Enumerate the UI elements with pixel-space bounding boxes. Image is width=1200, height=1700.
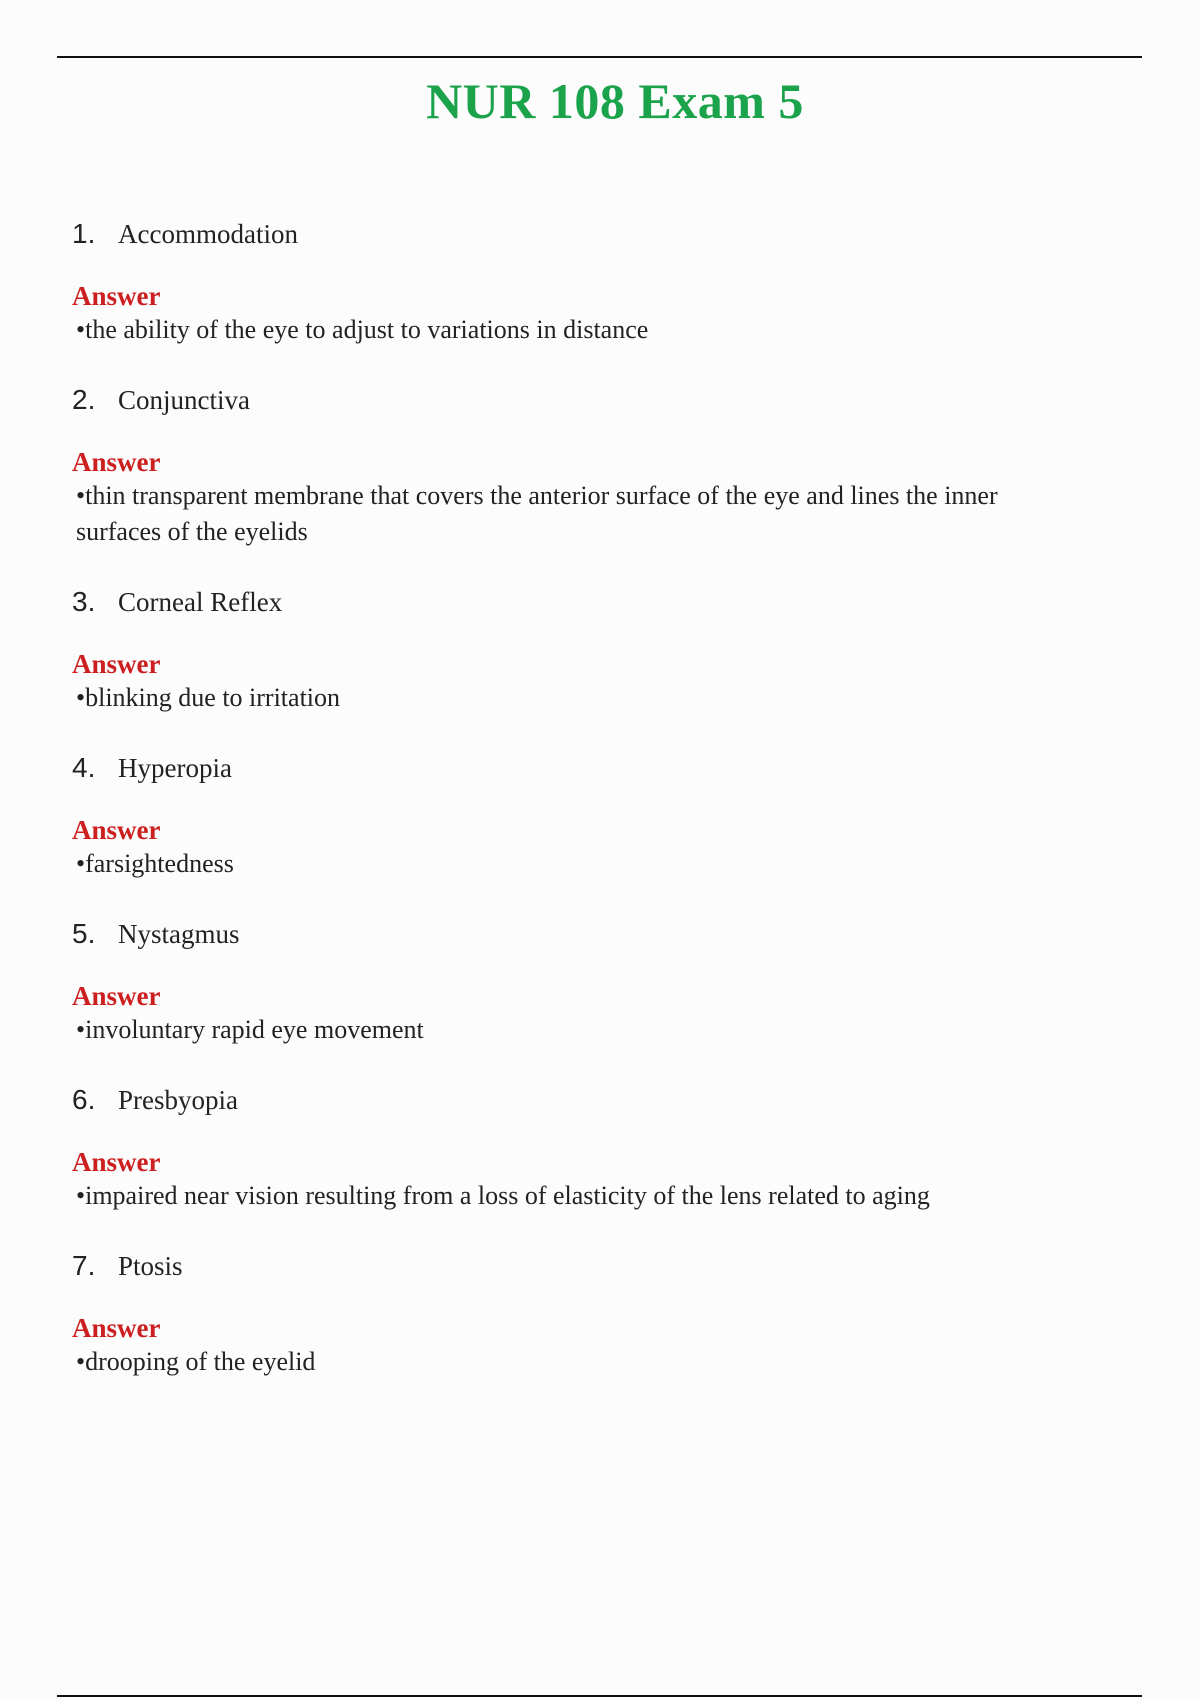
qa-item: [72, 218, 1082, 348]
qa-item: [72, 586, 1082, 716]
bottom-divider: [57, 1695, 1142, 1697]
question: [72, 218, 1082, 262]
answer-text: •thin transparent membrane that covers the anterior surface of the eye and lines the inner surfaces of the eyelids: [76, 481, 998, 546]
page-title: NUR 108 Exam 5: [426, 73, 804, 129]
answer-text: •the ability of the eye to adjust to variations in distance: [76, 315, 649, 344]
question-number: 4.: [72, 752, 96, 783]
qa-item: [72, 1250, 1082, 1380]
answer-label: Answer: [72, 815, 161, 845]
answer-text: •farsightedness: [76, 849, 234, 878]
answer-text: •blinking due to irritation: [76, 683, 341, 712]
qa-item: [72, 1084, 1082, 1214]
answer-label: Answer: [72, 1147, 161, 1177]
question-text: Nystagmus: [118, 919, 240, 949]
question-number: 6.: [72, 1084, 96, 1115]
qa-item: [72, 752, 1082, 882]
question: [72, 586, 1082, 630]
question-number: 2.: [72, 384, 96, 415]
question-text: Presbyopia: [118, 1085, 238, 1115]
question-text: Conjunctiva: [118, 385, 250, 415]
answer-text: •drooping of the eyelid: [76, 1347, 316, 1376]
question-text: Ptosis: [118, 1251, 183, 1281]
answer-label: Answer: [72, 1313, 161, 1343]
top-divider: [57, 56, 1142, 58]
answer-label: Answer: [72, 447, 161, 477]
question: [72, 384, 1082, 428]
question-text: Accommodation: [118, 219, 298, 249]
question: [72, 1084, 1082, 1128]
question-text: Corneal Reflex: [118, 587, 283, 617]
answer-text: •impaired near vision resulting from a loss of elasticity of the lens related to aging: [76, 1181, 930, 1210]
question-number: 3.: [72, 586, 96, 617]
answer-text: •involuntary rapid eye movement: [76, 1015, 424, 1044]
question: [72, 1250, 1082, 1294]
question-text: Hyperopia: [118, 753, 232, 783]
answer-label: Answer: [72, 981, 161, 1011]
question: [72, 918, 1082, 962]
question-number: 5.: [72, 918, 96, 949]
qa-list: [72, 218, 1082, 1416]
answer-label: Answer: [72, 649, 161, 679]
question-number: 7.: [72, 1250, 96, 1281]
qa-item: [72, 918, 1082, 1048]
answer-label: Answer: [72, 281, 161, 311]
question: [72, 752, 1082, 796]
qa-item: [72, 384, 1082, 550]
question-number: 1.: [72, 218, 96, 249]
